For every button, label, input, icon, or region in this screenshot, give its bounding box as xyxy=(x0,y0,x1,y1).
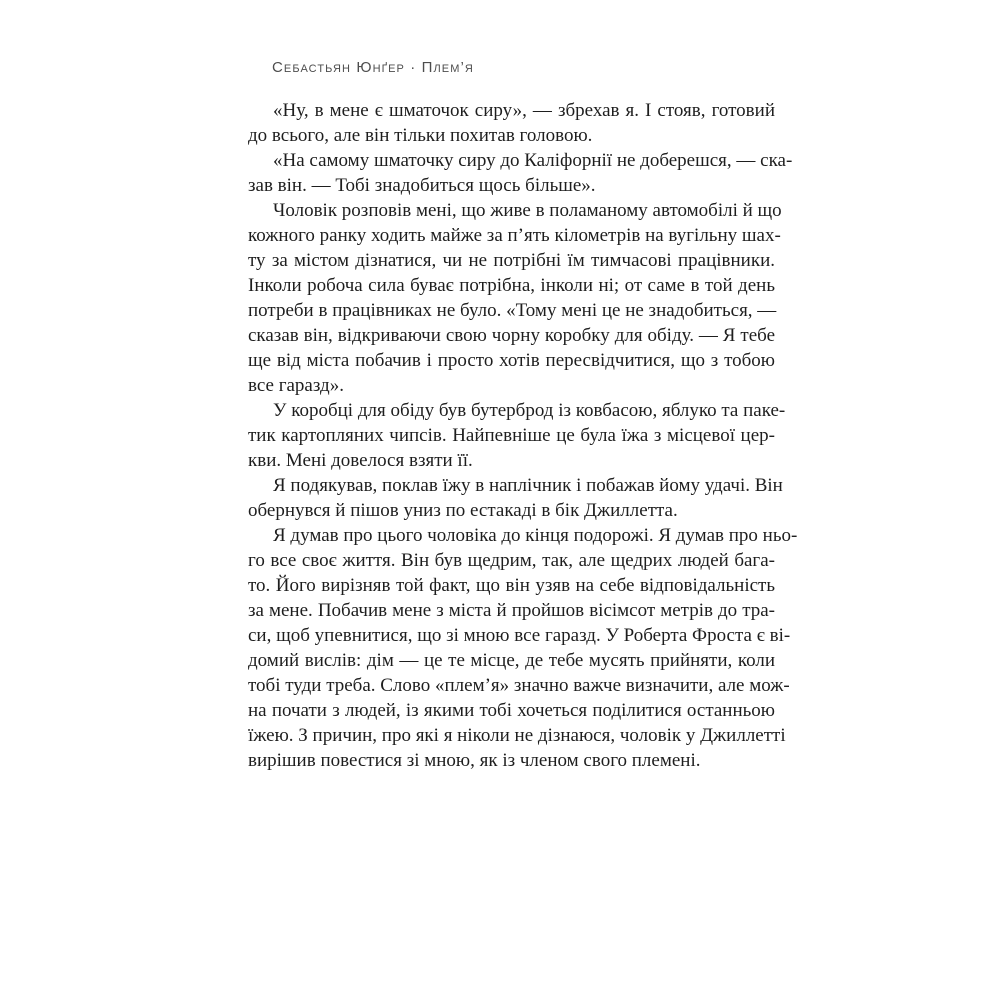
text-line: обернувся й пішов униз по естакаді в бік Джиллетта. xyxy=(248,500,678,521)
text-line: ту за містом дізнатися, чи не потрібні їм тимчасові працівники. xyxy=(248,250,775,271)
text-line: зав він. — Тобі знадобиться щось більше». xyxy=(248,175,596,196)
paragraph xyxy=(248,473,783,523)
text-line: Чоловік розповів мені, що живе в поламаному автомобілі й що xyxy=(273,200,782,221)
running-header: Себастьян Юнґер · Плем’я xyxy=(272,59,474,76)
text-line: кожного ранку ходить майже за п’ять кілометрів на вугільну шах- xyxy=(248,225,781,246)
text-line: тобі туди треба. Слово «плем’я» значно важче визначити, але мож- xyxy=(248,675,790,696)
text-line: домий вислів: дім — це те місце, де тебе мусять прийняти, коли xyxy=(248,650,775,671)
text-line: У коробці для обіду був бутерброд із ковбасою, яблуко та паке- xyxy=(273,400,786,421)
text-line: сказав він, відкриваючи свою чорну коробку для обіду. — Я тебе xyxy=(248,325,775,346)
text-line: ще від міста побачив і просто хотів пересвідчитися, що з тобою xyxy=(248,350,775,371)
text-line: вирішив повестися зі мною, як із членом свого племені. xyxy=(248,750,701,771)
text-line: їжею. З причин, про які я ніколи не дізнаюся, чоловік у Джиллетті xyxy=(248,725,786,746)
text-line: то. Його вирізняв той факт, що він узяв на себе відповідальність xyxy=(248,575,775,596)
text-line: кви. Мені довелося взяти її. xyxy=(248,450,473,471)
text-line: до всього, але він тільки похитав головою. xyxy=(248,125,593,146)
paragraph xyxy=(248,523,798,773)
text-line: си, щоб упевнитися, що зі мною все гаразд. У Роберта Фроста є ві- xyxy=(248,625,791,646)
text-line: «Ну, в мене є шматочок сиру», — збрехав я. І стояв, готовий xyxy=(273,100,775,121)
text-line: Я думав про цього чоловіка до кінця подорожі. Я думав про ньо- xyxy=(273,525,798,546)
paragraph xyxy=(248,198,782,398)
text-line: Інколи робоча сила буває потрібна, інколи ні; от саме в той день xyxy=(248,275,775,296)
text-line: все гаразд». xyxy=(248,375,344,396)
text-line: потреби в працівниках не було. «Тому мені це не знадобиться, — xyxy=(248,300,777,321)
paragraph xyxy=(248,148,793,198)
paragraph xyxy=(248,398,786,473)
text-line: тик картопляних чипсів. Найпевніше це була їжа з місцевої цер- xyxy=(248,425,775,446)
text-line: го все своє життя. Він був щедрим, так, але щедрих людей бага- xyxy=(248,550,775,571)
body-text-block xyxy=(248,98,798,773)
paragraph xyxy=(248,98,775,148)
text-line: за мене. Побачив мене з міста й пройшов вісімсот метрів до тра- xyxy=(248,600,775,621)
text-line: Я подякував, поклав їжу в наплічник і побажав йому удачі. Він xyxy=(273,475,783,496)
text-line: на почати з людей, із якими тобі хочеться поділитися останньою xyxy=(248,700,775,721)
text-line: «На самому шматочку сиру до Каліфорнії не доберешся, — ска- xyxy=(273,150,793,171)
